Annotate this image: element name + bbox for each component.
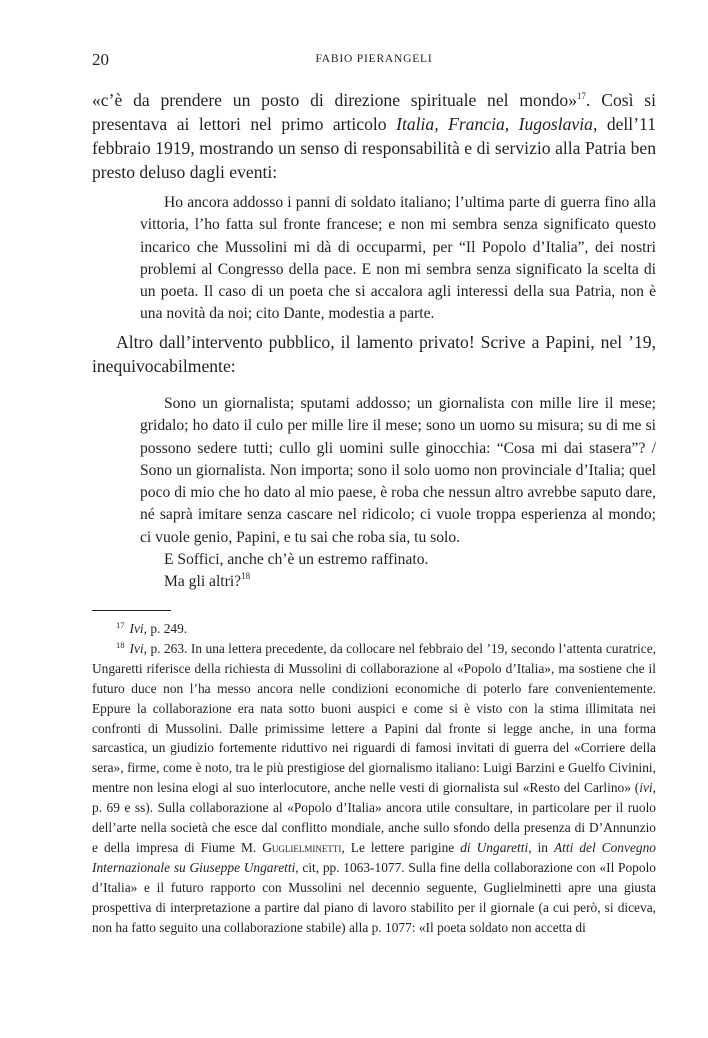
- footnote-18: $^{18}$ Ivi, p. 263. In una lettera precedente, da collocare nel febbraio del ’19, secondo l’attenta curatrice, Ungaretti riferisce della richiesta di Mussolini di collaborazione al «Popolo d’Italia», ma sostiene che il futuro duce non l’ha messo ancora nelle condizioni economiche di poterlo fare convenientemente. Eppure la collaborazione era nata sotto buoni auspici e come si è visto con la stima illimitata nei confronti di Mussolini. Dalle primissime lettere a Papini dal fronte si legge anche, in una forma sarcastica, un giudizio fortemente riduttivo nei riguardi di famosi invitati di guerra del «Corriere della sera», firme, come è noto, tra le più prestigiose del giornalismo italiano: Luigi Barzini e Guelfo Civinini, mentre non lesina elogi al suo interlocutore, anche nelle vesti di giornalista sul «Resto del Carlino» (ivi, p. 69 e ss). Sulla collaborazione al «Popolo d’Italia» ancora utile consultare, in particolare per il ruolo dell’arte nella società che esce dal conflitto mondiale, anche sullo sfondo della presenza di D’Annunzio e della impresa di Fiume M. Guglielminetti, Le lettere parigine di Ungaretti, in Atti del Convegno Internazionale su Giuseppe Ungaretti, cit, pp. 1063-1077. Sulla fine della collaborazione con «Il Popolo d’Italia» e il futuro rapporto con Mussolini nel decennio seguente, Guglielminetti apre una giusta prospettiva di interpretazione a partire dal piano di lavoro stabilito per il giornale (a cui però, si diceva, non ha fatto seguito una collaborazione stabile) alla p. 1077: «Il poeta soldato non accetta di: [92, 639, 656, 935]
- block-quote-1: Ho ancora addosso i panni di soldato italiano; l’ultima parte di guerra fino alla vittoria, l’ho fatta sul fronte francese; e non mi sembra senza significato questo incarico che Mussolini mi dà di occuparmi, per “Il Popolo d’Italia”, dei nostri problemi al Congresso della pace. E non mi sembra senza significato la scelta di un poeta. Il caso di un poeta che si accalora agli interessi della sua Patria, non è una novità da noi; cito Dante, modestia a parte.: [140, 194, 656, 323]
- article-title: Italia, Francia, Iugoslavia: [396, 114, 593, 134]
- footnotes: [92, 619, 656, 938]
- footnote-separator: [92, 610, 171, 611]
- footnote-17: $^{17}$ Ivi, p. 249.: [116, 620, 188, 636]
- page-number: 20: [92, 50, 109, 69]
- footnote-ref-17[interactable]: 17: [577, 91, 587, 101]
- author-name: Guglielminetti: [262, 839, 342, 855]
- block-quote-2: Sono un giornalista; sputami addosso; un giornalista con mille lire il mese; gridalo; ho dato il culo per mille lire il mese; sono un uomo su misura; su di me si possono sedere tutti; cullo gli uomini sulle ginocchia: “Cosa mi dai stasera”? / Sono un giornalista. Non importa; sono il solo uomo non provinciale d’Italia; quel poco di mio che ho dato al mio paese, è roba che nessun altro avrebbe saputo dare, né saprà imitare senza cascare nel ridicolo; ci vuole troppa esperienza al mondo; ci vuole genio, Papini, e tu sai che roba sia, tu solo. E Soffici, anche ch’è un estremo raffinato. Ma gli altri?$^{18}$: [140, 395, 656, 591]
- paragraph-1: «c’è da prendere un posto di direzione spirituale nel mondo»$^{17}$. Così si presentava ai lettori nel primo articolo Italia, Francia, Iugoslavia, dell’11 febbraio 1919, mostrando un senso di responsabilità e di servizio alla Patria ben presto deluso dagli eventi:: [92, 90, 656, 182]
- running-head: [92, 50, 656, 72]
- running-head-author: FABIO PIERANGELI: [315, 53, 433, 65]
- footnote-ref-18[interactable]: 18: [241, 571, 251, 582]
- paragraph-2: Altro dall’intervento pubblico, il lamento privato! Scrive a Papini, nel ’19, inequivocabilmente:: [92, 332, 656, 376]
